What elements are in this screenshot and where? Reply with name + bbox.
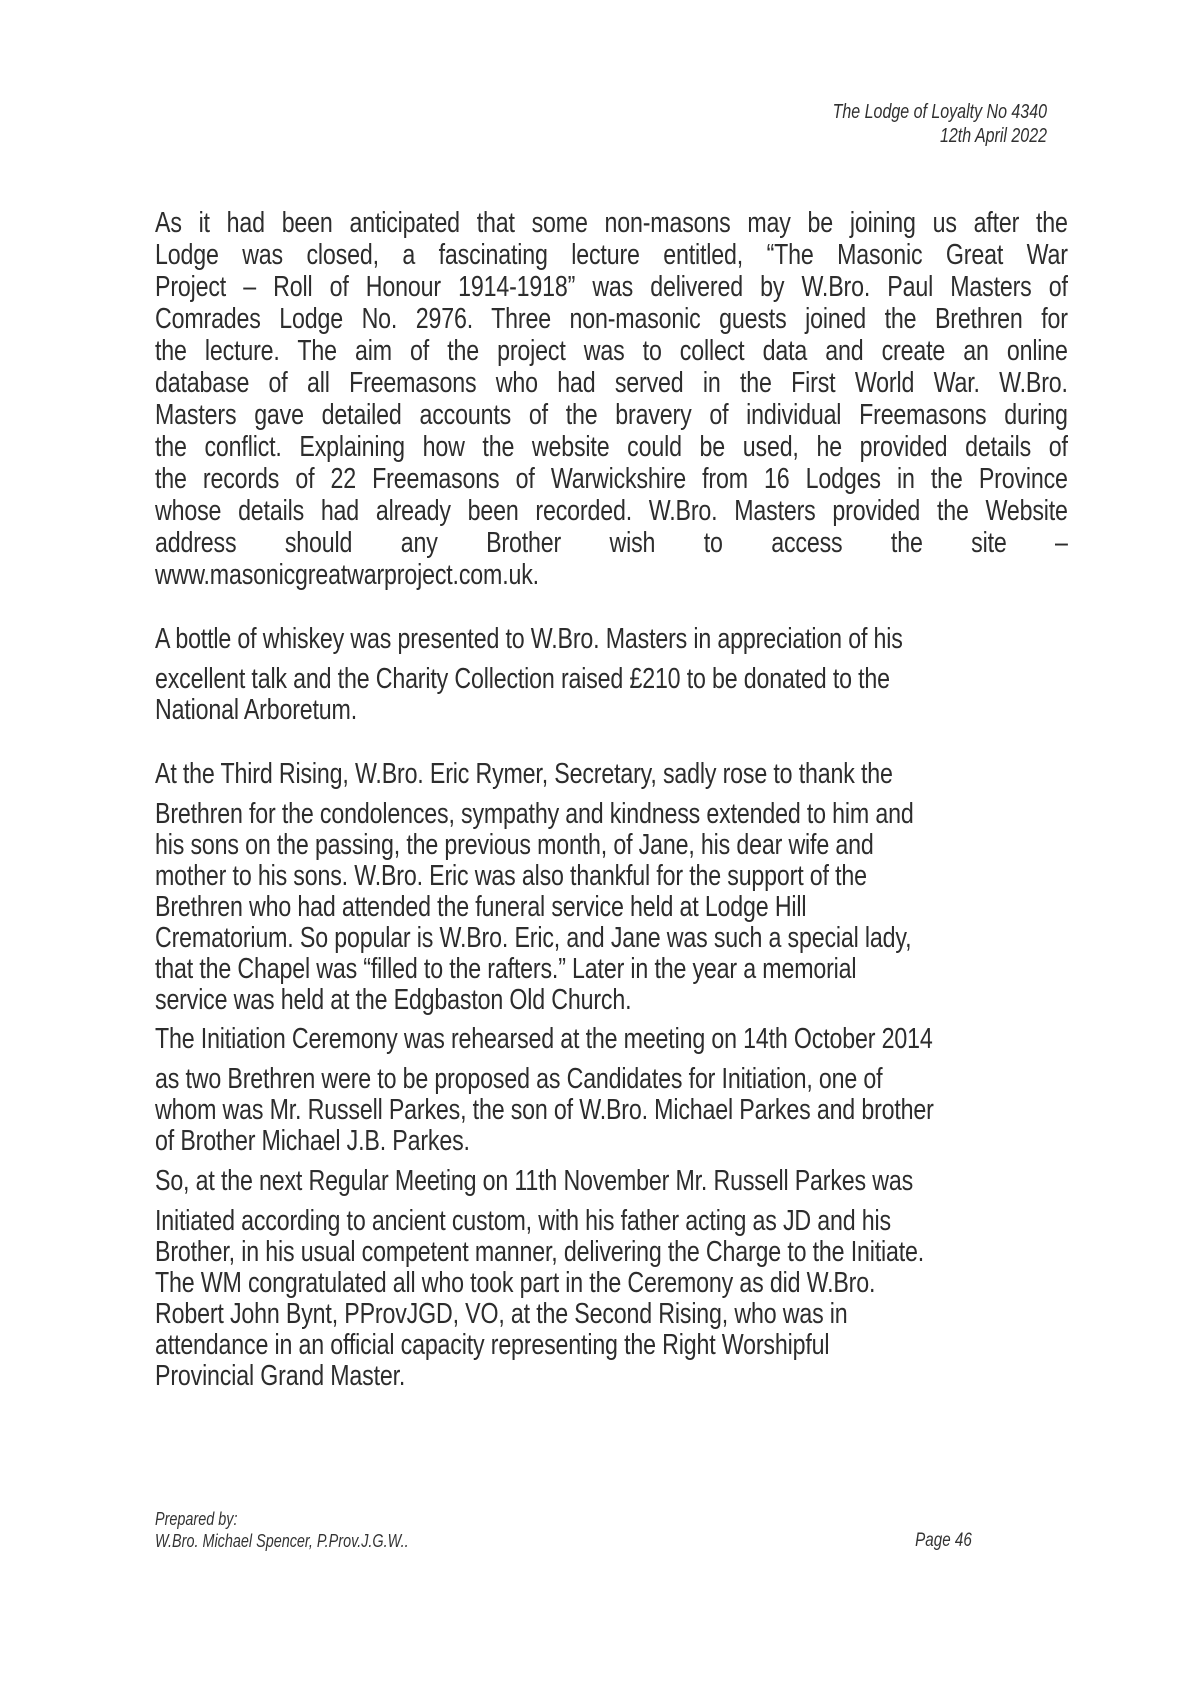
text-line: Brethren for the condolences, sympathy and kindness extended to him and: [155, 798, 914, 830]
page-number: Page 46: [915, 1530, 972, 1551]
text-line: Brethren who had attended the funeral service held at Lodge Hill: [155, 891, 807, 923]
text-line: At the Third Rising, W.Bro. Eric Rymer, Secretary, sadly rose to thank the: [155, 758, 893, 790]
text-line: The WM congratulated all who took part in the Ceremony as did W.Bro.: [155, 1267, 876, 1299]
text-line: So, at the next Regular Meeting on 11th November Mr. Russell Parkes was: [155, 1165, 914, 1197]
text-line: A bottle of whiskey was presented to W.Bro. Masters in appreciation of his: [155, 623, 903, 655]
text-line: Comrades Lodge No. 2976. Three non-masonic guests joined the Brethren for: [155, 303, 1068, 335]
text-line: service was held at the Edgbaston Old Church.: [155, 984, 632, 1016]
paragraph-initiation-rehearsal: [155, 1024, 1068, 1157]
text-line: Initiated according to ancient custom, with his father acting as JD and his: [155, 1205, 891, 1237]
text-line: Masters gave detailed accounts of the bravery of individual Freemasons during: [155, 399, 1068, 431]
text-line: Brother, in his usual competent manner, delivering the Charge to the Initiate.: [155, 1236, 925, 1268]
website-url-text: www.masonicgreatwarproject.com.uk.: [155, 559, 539, 591]
paragraph-lecture: [155, 207, 1068, 591]
text-line: the lecture. The aim of the project was to collect data and create an online: [155, 335, 1068, 367]
text-line: Project – Roll of Honour 1914-1918” was delivered by W.Bro. Paul Masters of: [155, 271, 1068, 303]
text-line: database of all Freemasons who had served in the First World War. W.Bro.: [155, 367, 1068, 399]
text-line: National Arboretum.: [155, 694, 357, 726]
prepared-by-label: Prepared by:: [155, 1509, 238, 1529]
text-line: of Brother Michael J.B. Parkes.: [155, 1125, 470, 1157]
paragraph-whiskey-presentation: [155, 624, 1068, 726]
text-line: As it had been anticipated that some non-masons may be joining us after the: [155, 207, 1068, 239]
paragraph-third-rising: [155, 759, 1068, 1016]
header-date: 12th April 2022: [939, 125, 1047, 147]
header-lodge-title: The Lodge of Loyalty No 4340: [832, 101, 1047, 123]
page-footer: [155, 1508, 1068, 1552]
text-line: the conflict. Explaining how the website could be used, he provided details of: [155, 431, 1068, 463]
text-line: mother to his sons. W.Bro. Eric was also thankful for the support of the: [155, 860, 867, 892]
text-line: his sons on the passing, the previous month, of Jane, his dear wife and: [155, 829, 874, 861]
page-header: [155, 100, 1047, 148]
text-line: The Initiation Ceremony was rehearsed at the meeting on 14th October 2014: [155, 1023, 933, 1055]
prepared-by-author: W.Bro. Michael Spencer, P.Prov.J.G.W..: [155, 1531, 409, 1551]
text-line: Crematorium. So popular is W.Bro. Eric, and Jane was such a special lady,: [155, 922, 912, 954]
footer-prepared-by: [155, 1508, 409, 1552]
text-line: Lodge was closed, a fascinating lecture entitled, “The Masonic Great War: [155, 239, 1068, 271]
paragraph-initiation-ceremony: [155, 1166, 1068, 1392]
text-line: whom was Mr. Russell Parkes, the son of W.Bro. Michael Parkes and brother: [155, 1094, 934, 1126]
text-line: attendance in an official capacity representing the Right Worshipful: [155, 1329, 830, 1361]
text-line: excellent talk and the Charity Collection raised £210 to be donated to the: [155, 663, 890, 695]
text-line: that the Chapel was “filled to the rafters.” Later in the year a memorial: [155, 953, 857, 985]
text-line: as two Brethren were to be proposed as Candidates for Initiation, one of: [155, 1063, 883, 1095]
text-line: Robert John Bynt, PProvJGD, VO, at the Second Rising, who was in: [155, 1298, 848, 1330]
text-line: address should any Brother wish to access the site –: [155, 527, 1068, 559]
text-line: the records of 22 Freemasons of Warwickshire from 16 Lodges in the Province: [155, 463, 1068, 495]
text-line: Provincial Grand Master.: [155, 1360, 406, 1392]
text-line: whose details had already been recorded. W.Bro. Masters provided the Website: [155, 495, 1068, 527]
page-content: [155, 0, 1068, 1552]
